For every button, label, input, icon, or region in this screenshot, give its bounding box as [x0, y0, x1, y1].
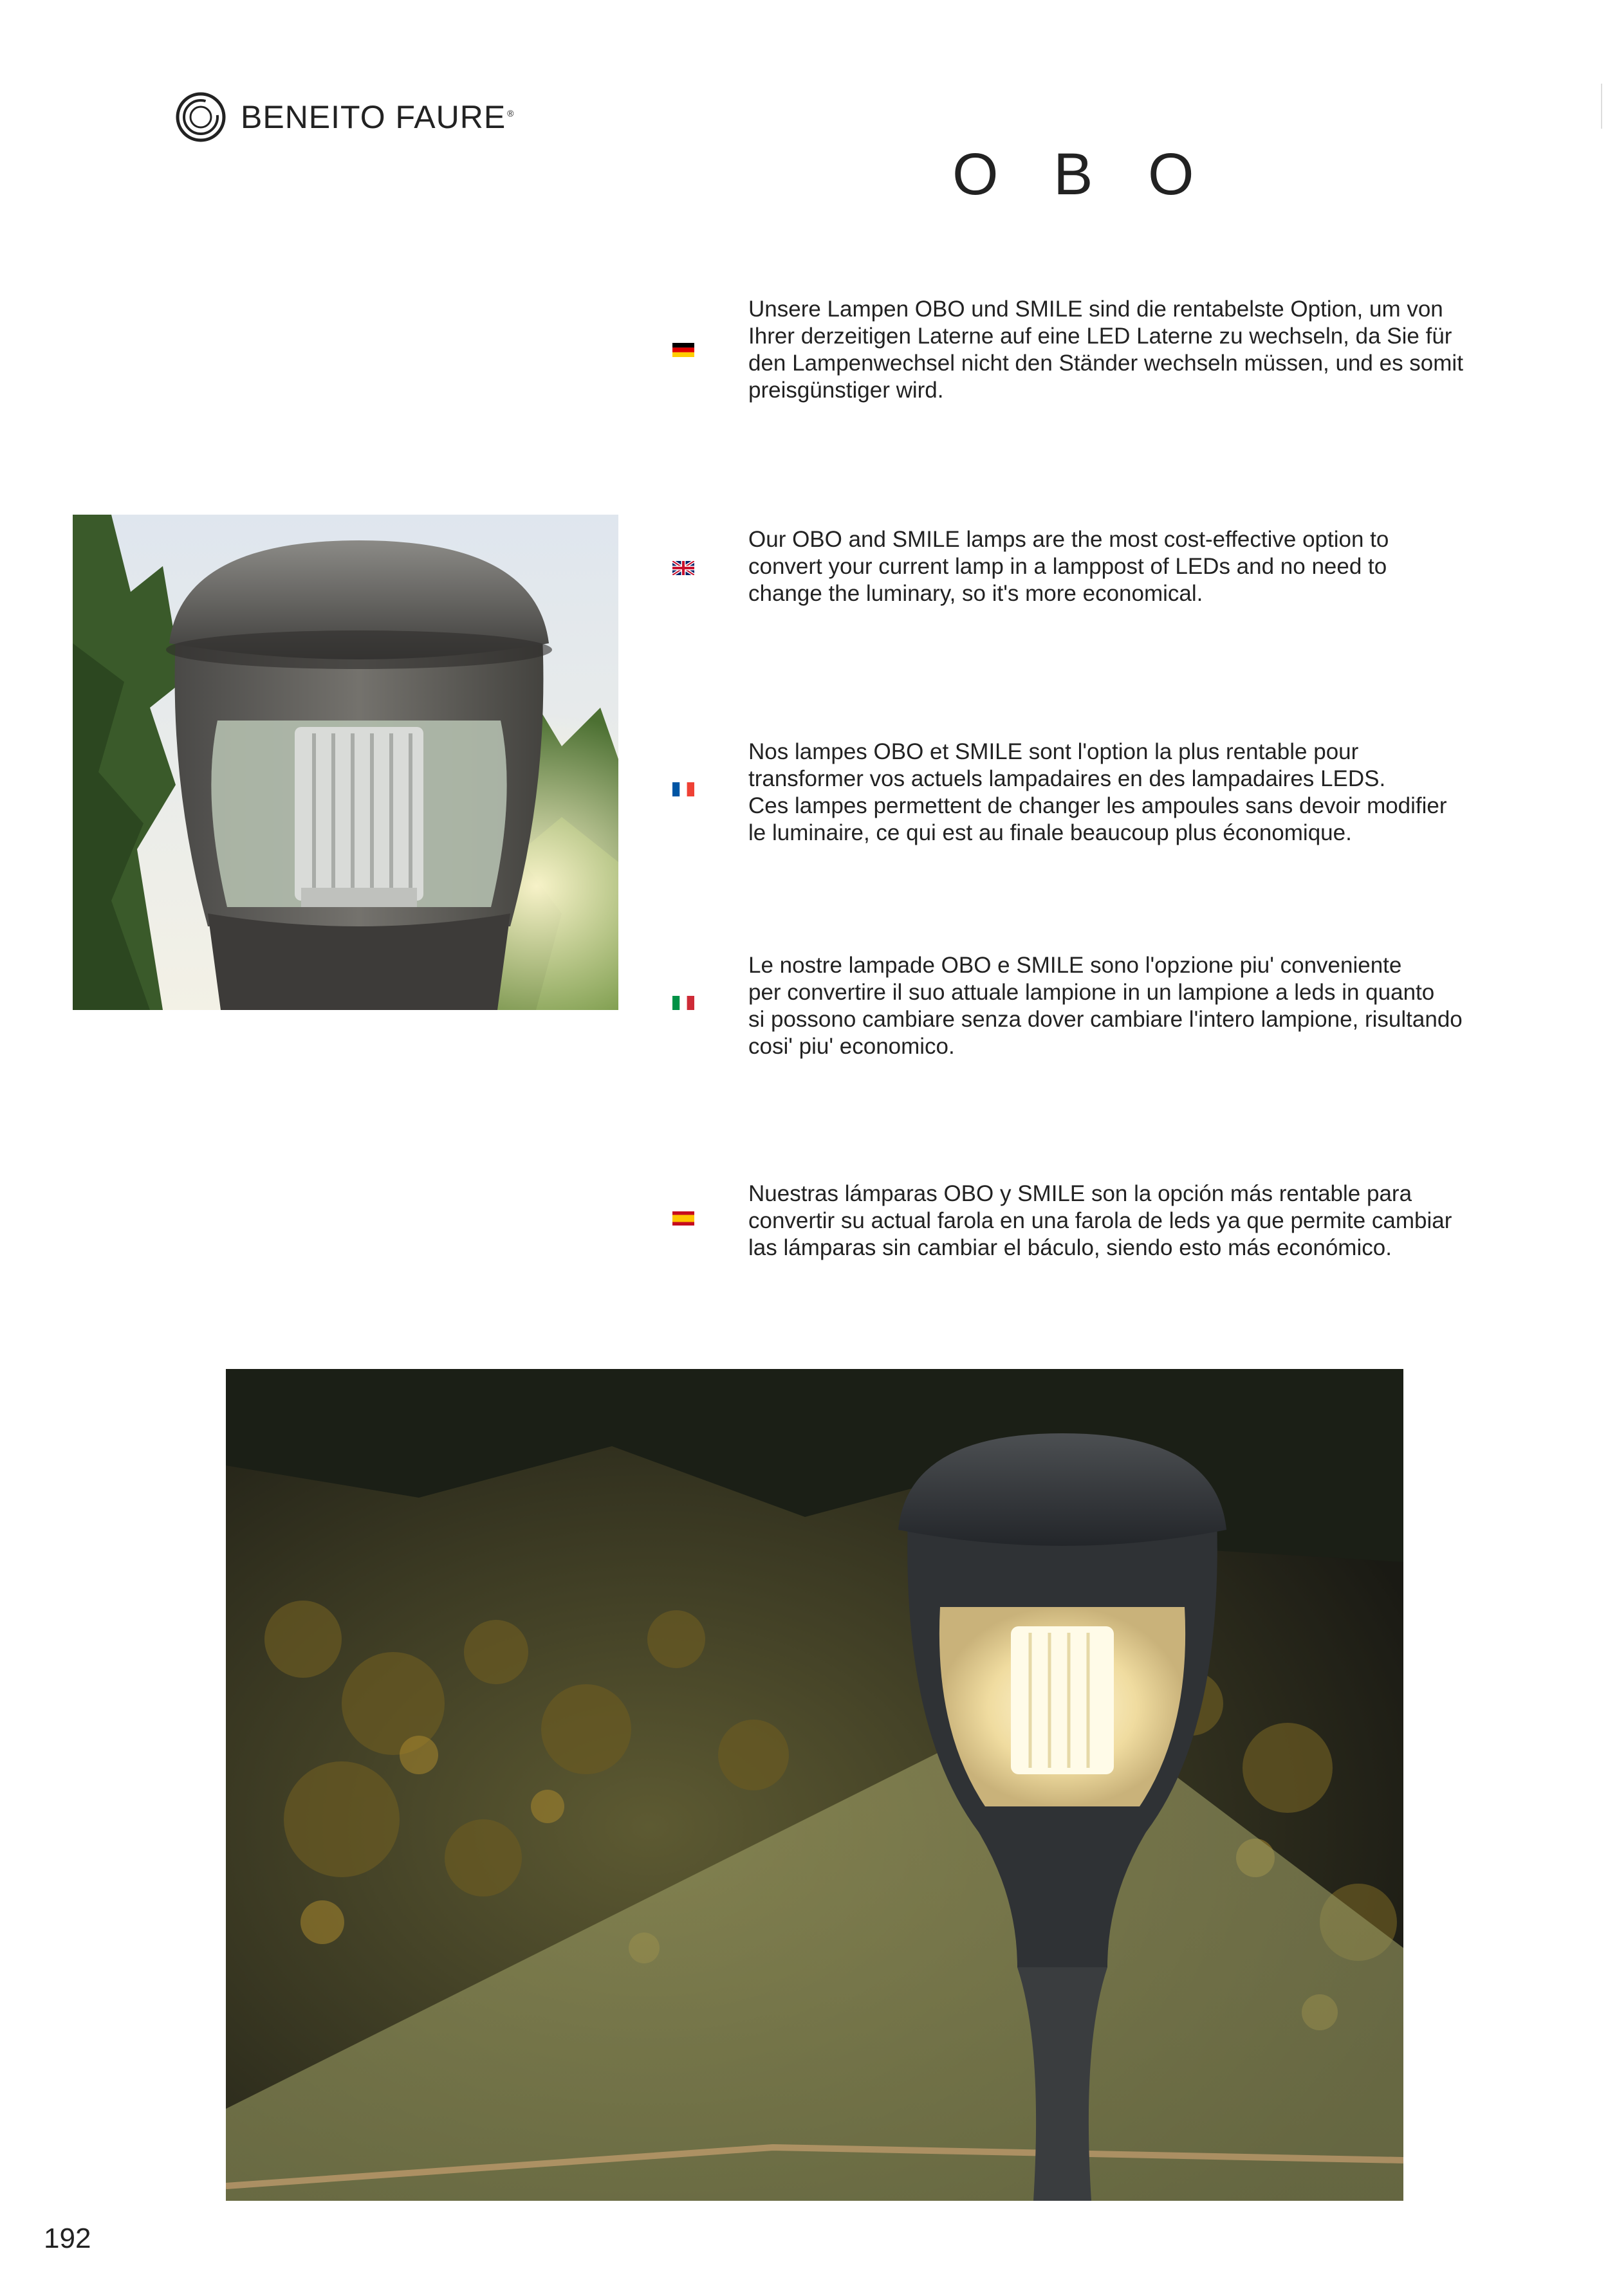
concentric-ring-logo-icon	[175, 91, 226, 143]
description-text-es: Nuestras lámparas OBO y SMILE son la opción más rentable para convertir su actual farola en una farola de leds ya que permite cambiar las lámparas sin cambiar el báculo, siendo esto más económico.	[748, 1181, 1452, 1260]
product-photo-day	[73, 515, 618, 1010]
registered-mark: ®	[507, 108, 515, 119]
uk-flag-icon	[672, 561, 694, 575]
obo-lamp-night-image	[226, 1369, 1403, 2201]
brand-logo	[175, 90, 515, 144]
spanish-flag-icon	[672, 1211, 694, 1226]
brand-name: BENEITO FAURE ®	[241, 99, 515, 135]
obo-lamp-daylight-image	[73, 515, 618, 1010]
german-flag-icon	[672, 343, 694, 357]
description-text-it: Le nostre lampade OBO e SMILE sono l'opzione piu' conveniente per convertire il suo attuale lampione in un lampione a leds in quanto si possono cambiare senza dover cambiare l'intero lampione, risultando cosi' piu' economico.	[748, 953, 1463, 1059]
description-text-de: Unsere Lampen OBO und SMILE sind die rentabelste Option, um von Ihrer derzeitigen Laterne auf eine LED Laterne zu wechseln, da Sie für den Lampenwechsel nicht den Ständer wechseln müssen, und es somit preisgünstiger wird.	[748, 297, 1463, 403]
description-text-fr: Nos lampes OBO et SMILE sont l'option la plus rentable pour transformer vos actuels lampadaires en des lampadaires LEDS. Ces lampes permettent de changer les ampoules sans devoir modifier le luminaire, ce qui est au finale beaucoup plus économique.	[748, 739, 1447, 845]
french-flag-icon	[672, 782, 694, 796]
italian-flag-icon	[672, 996, 694, 1010]
product-photo-night	[226, 1369, 1403, 2201]
page-edge-mark	[1601, 84, 1602, 129]
page-title: O B O	[952, 142, 1214, 207]
page-number: 192	[44, 2223, 91, 2254]
description-text-en: Our OBO and SMILE lamps are the most cost-effective option to convert your current lamp in a lamppost of LEDs and no need to change the luminary, so it's more economical.	[748, 527, 1389, 606]
